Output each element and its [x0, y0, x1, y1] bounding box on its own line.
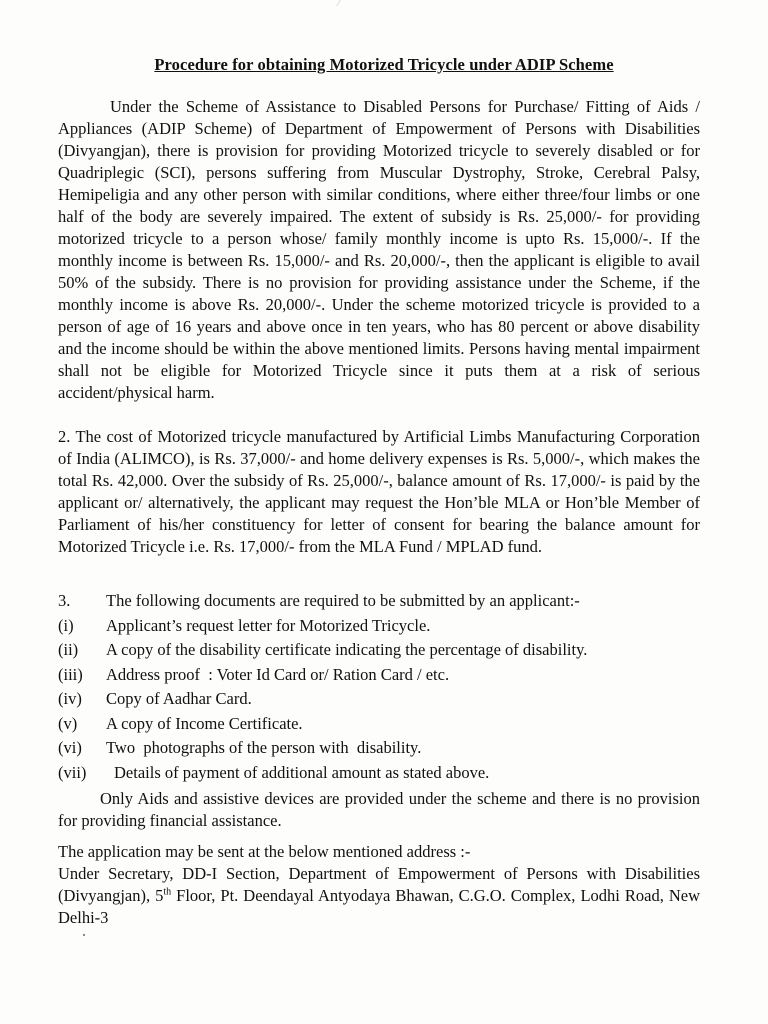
paragraph-cost-details: 2. The cost of Motorized tricycle manufactured by Artificial Limbs Manufacturing Corporation of India (ALIMCO), is Rs. 37,000/- and home delivery expenses is Rs. 5,000/-, which makes the total Rs. 42,000. Over the subsidy of Rs. 25,000/-, balance amount of Rs. 17,000/- is paid by the applicant or/ alternatively, the applicant may request the Hon’ble MLA or Hon’ble Member of Parliament of his/her constituency for letter of consent for bearing the balance amount for Motorized Tricycle i.e. Rs. 17,000/- from the MLA Fund / MPLAD fund. — [58, 427, 700, 556]
ordinal-superscript: th — [163, 886, 172, 898]
list-item-text: Two photographs of the person with disability. — [106, 738, 422, 757]
list-item-number: (iv) — [58, 689, 82, 708]
section-number: 3. — [58, 591, 71, 610]
list-item-text: Details of payment of additional amount as stated above. — [114, 762, 490, 782]
list-item-text: Copy of Aadhar Card. — [106, 689, 252, 708]
list-item-number: (iii) — [58, 664, 83, 684]
page-title: Procedure for obtaining Motorized Tricycle under ADIP Scheme — [154, 55, 614, 74]
list-item — [58, 614, 708, 639]
documents-list — [58, 589, 708, 785]
list-item-number: (vii) — [58, 762, 87, 782]
list-item-number: (i) — [58, 615, 74, 635]
list-item-text: A copy of Income Certificate. — [106, 713, 303, 733]
paragraph-address-intro: The application may be sent at the below mentioned address :- — [58, 842, 471, 861]
documents-intro: The following documents are required to be submitted by an applicant:- — [106, 591, 580, 610]
list-item — [58, 687, 708, 712]
list-item-text: Applicant’s request letter for Motorized Tricycle. — [106, 615, 431, 635]
list-item — [58, 638, 708, 663]
list-item — [58, 712, 708, 737]
address-block — [58, 863, 700, 929]
list-item-number: (vi) — [58, 738, 82, 757]
list-item-text: Address proof : Voter Id Card or/ Ration Card / etc. — [106, 664, 450, 684]
paragraph-scheme-overview: Under the Scheme of Assistance to Disabled Persons for Purchase/ Fitting of Aids / Appliances (ADIP Scheme) of Department of Empowerment of Persons with Disabilities (Divyangjan), there is provision for providing Motorized tricycle to severely disabled or for Quadriplegic (SCI), persons suffering from Muscular Dystrophy, Stroke, Cerebral Palsy, Hemipeligia and any other person with similar conditions, where either three/four limbs or one half of the body are severely impaired. The extent of subsidy is Rs. 25,000/- for providing motorized tricycle to a person whose/ family monthly income is upto Rs. 15,000/-. If the monthly income is between Rs. 15,000/- and Rs. 20,000/-, then the applicant is eligible to avail 50% of the subsidy. There is no provision for providing assistance under the Scheme, if the monthly income is above Rs. 20,000/-. Under the scheme motorized tricycle is provided to a person of age of 16 years and above once in ten years, who has 80 percent or above disability and the income should be within the above mentioned limits. Persons having mental impairment shall not be eligible for Motorized Tricycle since it puts them at a risk of serious accident/physical harm. — [58, 97, 700, 402]
address-part-1: Under Secretary, DD-I Section, Department of Empowerment of Persons with Disabilities (Divyangjan), 5 — [58, 864, 700, 905]
list-item-text: A copy of the disability certificate indicating the percentage of disability. — [106, 640, 588, 659]
list-item-number: (ii) — [58, 640, 79, 659]
scan-speck — [83, 934, 85, 936]
scan-mark — [336, 0, 350, 6]
address-part-2: Floor, Pt. Deendayal Antyodaya Bhawan, C.G.O. Complex, Lodhi Road, New Delhi-3 — [58, 886, 700, 927]
documents-list-heading — [58, 589, 708, 614]
paragraph-assistance-note: Only Aids and assistive devices are provided under the scheme and there is no provision for providing financial assistance. — [58, 789, 700, 830]
list-item — [58, 761, 708, 786]
list-item-number: (v) — [58, 713, 78, 733]
list-item — [58, 736, 708, 761]
list-item — [58, 663, 708, 688]
